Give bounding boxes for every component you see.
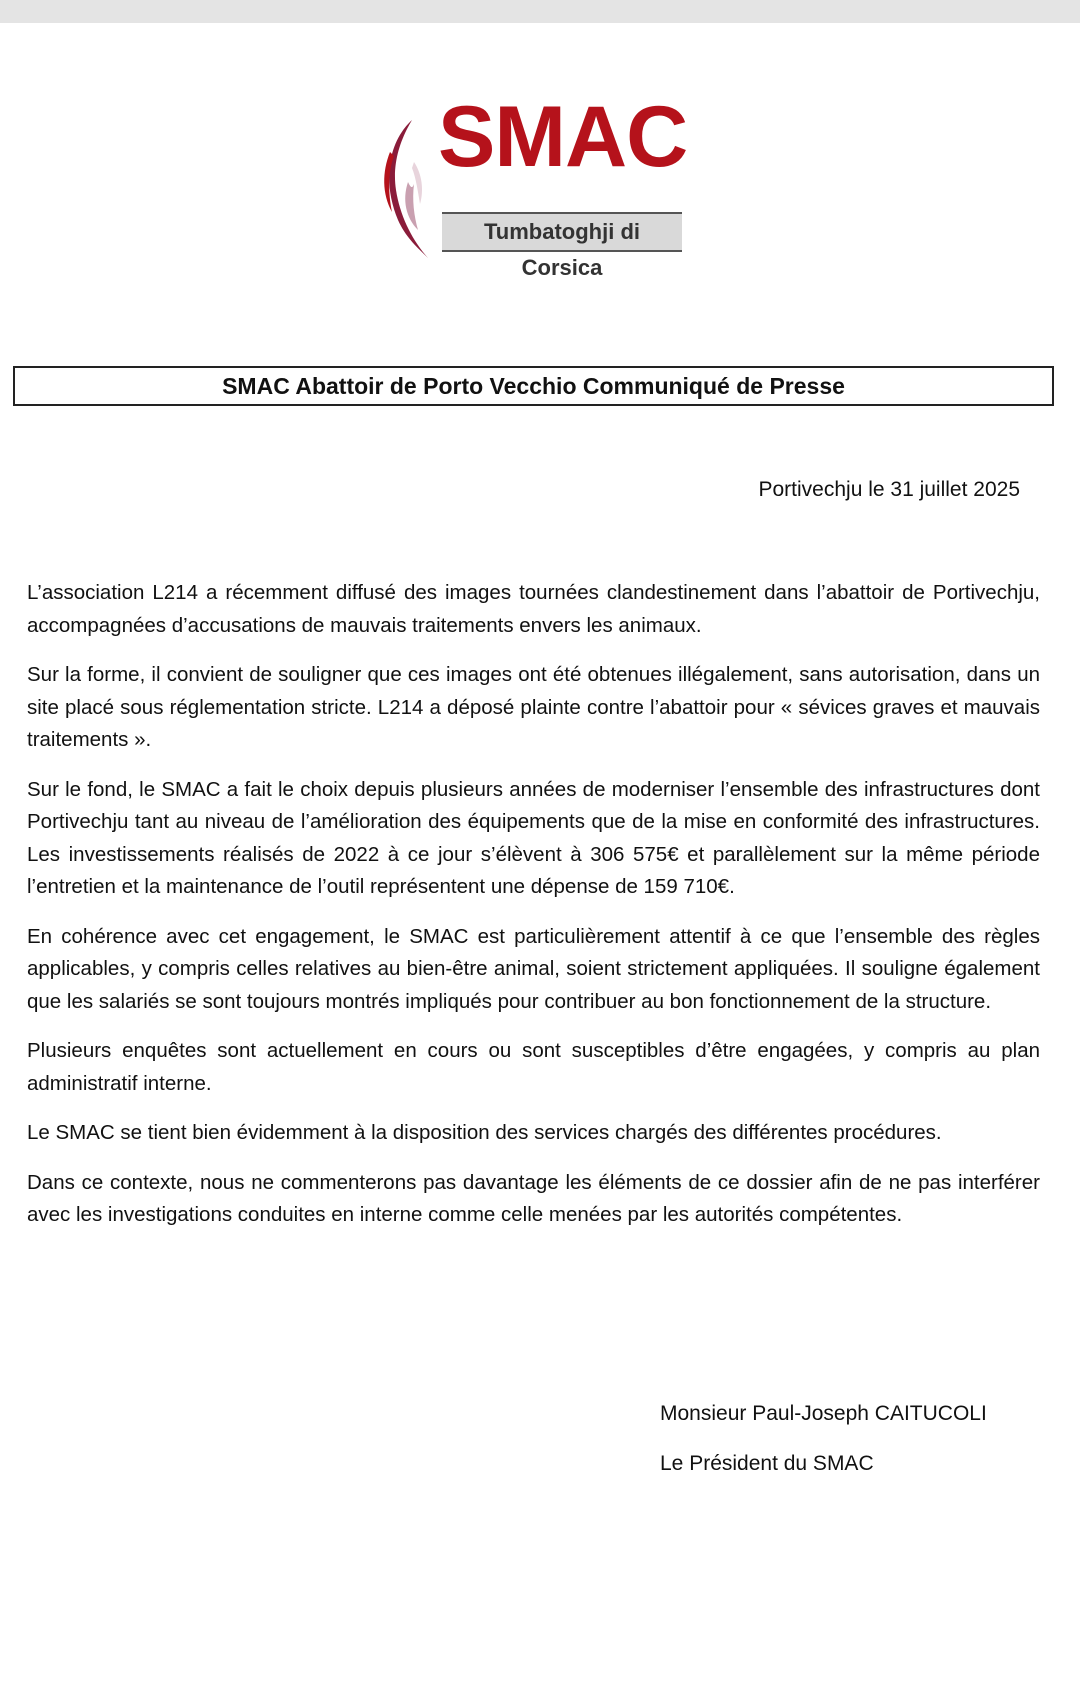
place-date: Portivechju le 31 juillet 2025 (758, 478, 1020, 501)
logo-wordmark: SMAC (438, 89, 688, 185)
document-title: SMAC Abattoir de Porto Vecchio Communiqué de Presse (13, 366, 1054, 406)
paragraph: L’association L214 a récemment diffusé des images tournées clandestinement dans l’abattoir de Portivechju, accompagnées d’accusations de mauvais traitements envers les animaux. (27, 581, 1040, 637)
signatory-name: Monsieur Paul-Joseph CAITUCOLI (660, 1402, 987, 1425)
logo-tagline: Tumbatoghji di Corsica (483, 219, 640, 280)
flame-logo-icon (378, 112, 434, 262)
paragraph: Dans ce contexte, nous ne commenterons pas davantage les éléments de ce dossier afin de ne pas interférer avec les investigations conduites en interne comme celle menées par les autorités compétentes. (27, 1170, 1040, 1226)
paragraph: Sur le fond, le SMAC a fait le choix depuis plusieurs années de moderniser l’ensemble des infrastructures dont Portivechju tant au niveau de l’amélioration des équipements que de la mise en conformité des infrastructures. Les investissements réalisés de 2022 à ce jour s’élèvent à 306 575€ et parallèlement sur la même période l’entretien et la maintenance de l’outil représentent une dépense de 159 710€. (27, 777, 1040, 898)
paragraph: Plusieurs enquêtes sont actuellement en cours ou sont susceptibles d’être engagées, y compris au plan administratif interne. (27, 1039, 1040, 1095)
logo-tagline-box (442, 212, 682, 280)
paragraph: En cohérence avec cet engagement, le SMAC est particulièrement attentif à ce que l’ensemble des règles applicables, y compris celles relatives au bien-être animal, soient strictement appliquées. Il souligne également que les salariés se sont toujours montrés impliqués pour contribuer au bon fonctionnement de la structure. (27, 924, 1040, 1013)
signatory-role: Le Président du SMAC (660, 1452, 874, 1475)
top-band (0, 0, 1080, 23)
signature-block (660, 1398, 987, 1480)
document-body (27, 577, 1040, 1249)
paragraph: Sur la forme, il convient de souligner que ces images ont été obtenues illégalement, sans autorisation, dans un site placé sous réglementation stricte. L214 a déposé plainte contre l’abattoir pour « sévices graves et mauvais traitements ». (27, 663, 1040, 751)
smac-logo (378, 89, 688, 280)
paragraph: Le SMAC se tient bien évidemment à la disposition des services chargés des différentes procédures. (27, 1121, 942, 1144)
